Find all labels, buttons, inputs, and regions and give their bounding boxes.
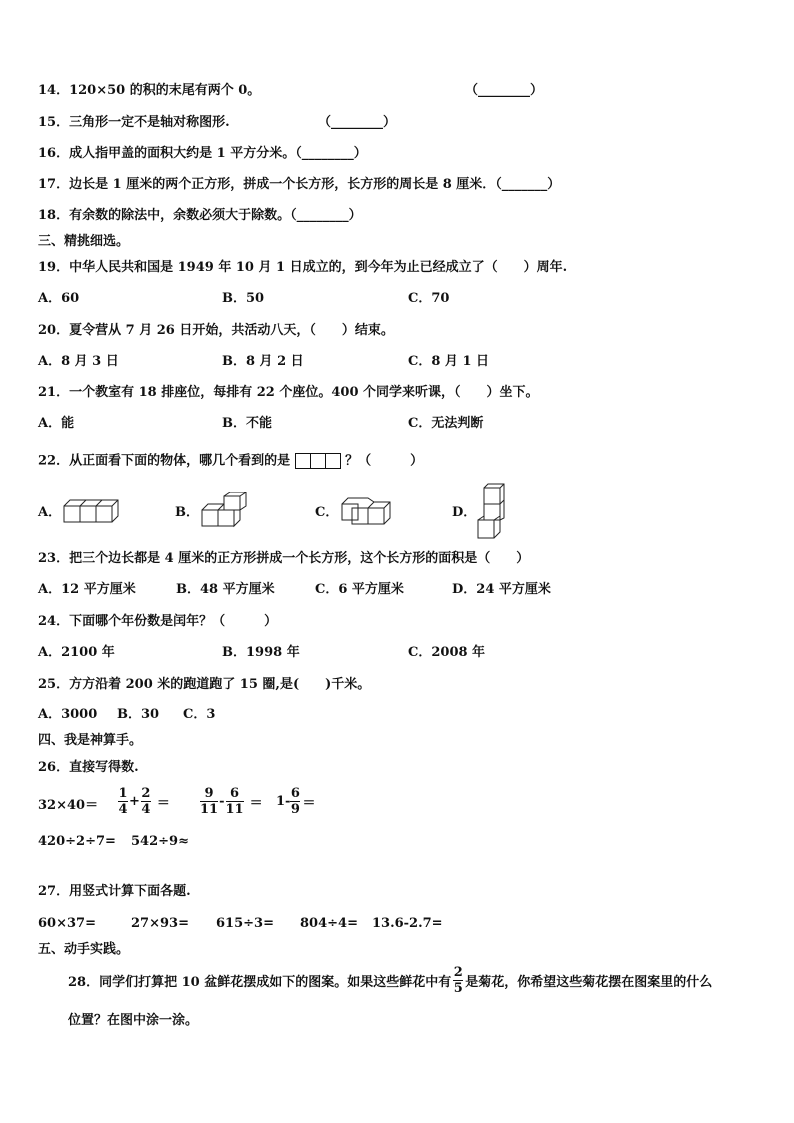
numerator: 9 (204, 786, 214, 801)
question-text: 22．从正面看下面的物体，哪几个看到的是 (38, 453, 291, 469)
option-a[interactable]: A．60 (38, 291, 80, 306)
option-c[interactable]: C．6 平方厘米 (315, 582, 404, 597)
question-28 (68, 965, 712, 996)
numerator: 2 (141, 786, 151, 801)
option-c[interactable]: C．无法判断 (408, 416, 484, 431)
option-c[interactable]: C．3 (183, 707, 216, 722)
answer-blank[interactable]: （________） (295, 146, 367, 161)
denominator: 5 (453, 981, 463, 996)
denominator: 11 (200, 802, 219, 817)
denominator: 4 (141, 802, 151, 817)
option-d[interactable]: D．24 平方厘米 (452, 582, 551, 597)
question-22 (38, 453, 423, 470)
calc-expression: 60×37= (38, 916, 96, 931)
question-28-continued: 位置？在图中涂一涂。 (68, 1013, 199, 1028)
option-b[interactable]: B．不能 (222, 416, 272, 431)
option-a[interactable]: A． (38, 505, 62, 520)
numerator: 1 (118, 786, 128, 801)
calc-expression: 804÷4= (300, 916, 358, 931)
option-a[interactable]: A．能 (38, 416, 75, 431)
option-c[interactable]: C．2008 年 (408, 645, 486, 660)
question-20: 20．夏令营从 7 月 26 日开始，共活动八天，（ ）结束。 (38, 323, 394, 338)
option-c[interactable]: C． (315, 505, 339, 520)
fraction (290, 786, 300, 817)
question-24: 24．下面哪个年份数是闰年？（ ） (38, 614, 278, 629)
option-a[interactable]: A．8 月 3 日 (38, 354, 119, 369)
option-b[interactable]: B．1998 年 (222, 645, 300, 660)
question-26: 26．直接写得数. (38, 760, 139, 775)
denominator: 9 (290, 802, 300, 817)
question-text: 是菊花，你希望这些菊花摆在图案里的什么 (465, 975, 713, 990)
calc-expression: 542÷9≈ (131, 834, 189, 849)
question-text: 三角形一定不是轴对称图形. (69, 115, 230, 130)
question-21: 21．一个教室有 18 排座位，每排有 22 个座位。400 个同学来听课，（ ）坐下。 (38, 385, 539, 400)
question-15 (38, 115, 230, 131)
option-c[interactable]: C．8 月 1 日 (408, 354, 490, 369)
operand: 1- (276, 794, 291, 809)
question-number: 18． (38, 208, 70, 223)
answer-blank[interactable]: （________） (290, 208, 362, 223)
question-text: 120×50 的积的末尾有两个 0。 (69, 83, 261, 98)
numerator: 2 (453, 965, 463, 980)
question-17 (38, 177, 560, 193)
fraction-expression-3 (276, 786, 315, 817)
question-text: 28．同学们打算把 10 盆鲜花摆成如下的图案。如果这些鲜花中有 (68, 975, 452, 990)
cube-figure-d (474, 482, 510, 542)
question-number: 14． (38, 83, 70, 98)
cube-figure-a (60, 494, 120, 528)
question-number: 15． (38, 115, 70, 130)
fraction (200, 786, 218, 817)
denominator: 4 (118, 802, 128, 817)
question-text: 边长是 1 厘米的两个正方形，拼成一个长方形，长方形的周长是 8 厘米． (69, 177, 496, 192)
answer-blank[interactable]: （_______） (495, 177, 561, 192)
question-19: 19．中华人民共和国是 1949 年 10 月 1 日成立的，到今年为止已经成立了（ ）周年. (38, 260, 568, 275)
section-heading: 三、精挑细选。 (38, 234, 130, 249)
option-d[interactable]: D． (452, 505, 477, 520)
option-c[interactable]: C．70 (408, 291, 450, 306)
answer-blank[interactable]: （________） (318, 115, 397, 130)
operator: - (219, 794, 225, 809)
fraction (118, 786, 128, 817)
equals: ＝ (156, 796, 170, 811)
question-text: 成人指甲盖的面积大约是 1 平方分米。 (69, 146, 296, 161)
calc-expression: 420÷2÷7= (38, 834, 116, 849)
question-23: 23．把三个边长都是 4 厘米的正方形拼成一个长方形，这个长方形的面积是（ ） (38, 551, 530, 566)
cube-figure-c (338, 494, 398, 528)
answer-blank[interactable]: （________） (465, 83, 544, 98)
numerator: 6 (290, 786, 300, 801)
equals: ＝ (302, 796, 316, 811)
question-14 (38, 83, 260, 99)
calc-expression: 615÷3= (216, 916, 274, 931)
option-b[interactable]: B．50 (222, 291, 265, 306)
three-squares-figure (295, 453, 341, 469)
option-a[interactable]: A．2100 年 (38, 645, 115, 660)
calc-expression: 27×93= (131, 916, 189, 931)
equals: ＝ (249, 796, 263, 811)
section-heading: 四、我是神算手。 (38, 733, 143, 748)
option-a[interactable]: A．12 平方厘米 (38, 582, 136, 597)
fraction (226, 786, 244, 817)
calc-expression: 13.6-2.7= (372, 916, 443, 931)
option-b[interactable]: B．8 月 2 日 (222, 354, 304, 369)
operator: + (129, 794, 140, 809)
question-number: 16． (38, 146, 70, 161)
option-b[interactable]: B．48 平方厘米 (176, 582, 275, 597)
calc-expression: 32×40＝ (38, 797, 99, 813)
question-18 (38, 208, 362, 224)
cube-figure-b (198, 492, 254, 530)
fraction (453, 965, 463, 996)
question-number: 17． (38, 177, 70, 192)
section-heading: 五、动手实践。 (38, 942, 130, 957)
fraction (141, 786, 151, 817)
question-25: 25．方方沿着 200 米的跑道跑了 15 圈,是( )千米。 (38, 677, 371, 692)
question-suffix: ？（ ） (345, 453, 424, 469)
fraction-expression-2 (200, 786, 263, 817)
question-27: 27．用竖式计算下面各题. (38, 884, 191, 899)
option-b[interactable]: B． (175, 505, 199, 520)
question-text: 有余数的除法中，余数必须大于除数。 (69, 208, 291, 223)
denominator: 11 (225, 802, 244, 817)
option-a[interactable]: A．3000 (38, 707, 98, 722)
numerator: 6 (230, 786, 240, 801)
question-16 (38, 146, 367, 162)
fraction-expression-1 (118, 786, 170, 817)
option-b[interactable]: B．30 (117, 707, 160, 722)
